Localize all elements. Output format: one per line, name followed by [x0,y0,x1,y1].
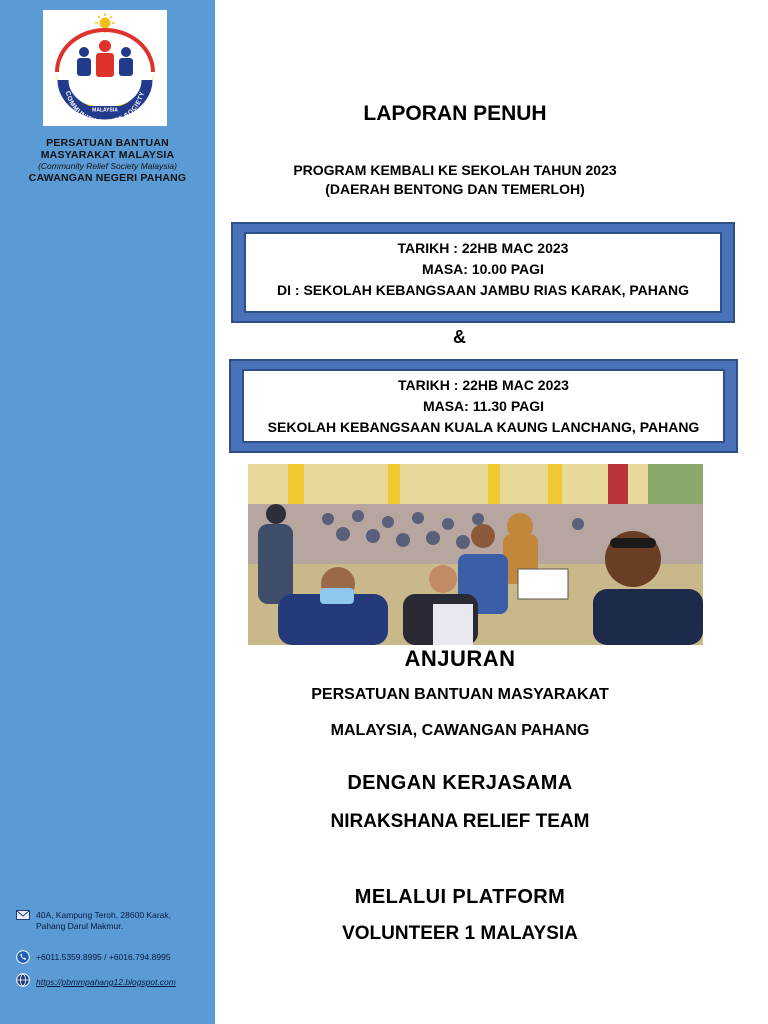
platform-heading: MELALUI PLATFORM [354,886,566,908]
people-icon [77,40,133,77]
event-box-2 [229,359,738,453]
address-line1: 40A, Kampung Teroh, 28600 Karak, [36,910,171,920]
ampersand: & [453,327,466,347]
event-1-venue: DI : SEKOLAH KEBANGSAAN JAMBU RIAS KARAK, PAHANG [277,282,689,298]
globe-icon [16,973,30,990]
event-2-venue: SEKOLAH KEBANGSAAN KUALA KAUNG LANCHANG, PAHANG [267,419,700,435]
organization-name [0,137,215,184]
collaboration-partner: NIRAKSHANA RELIEF TEAM [330,811,590,832]
organizer-line1: PERSATUAN BANTUAN MASYARAKAT [311,686,609,703]
event-photo [248,464,703,645]
address [16,910,171,932]
website [16,973,176,988]
event-1-date: TARIKH : 22HB MAC 2023 [397,240,569,256]
org-name-line1: PERSATUAN BANTUAN [46,137,169,149]
event-1-time: MASA: 10.00 PAGI [422,261,544,277]
phone-numbers: +6011.5359.8995 / +6016.794.8995 [36,952,171,962]
svg-text:COMMUNITY RELIEF SOCIETY: COMMUNITY RELIEF SOCIETY [63,90,147,126]
event-2-date: TARIKH : 22HB MAC 2023 [398,377,569,393]
event-box-1 [231,222,735,323]
address-line2: Pahang Darul Makmur. [36,921,123,931]
program-title: PROGRAM KEMBALI KE SEKOLAH TAHUN 2023 [293,162,617,178]
organizer-line2: MALAYSIA, CAWANGAN PAHANG [330,722,590,739]
svg-text:MALAYSIA: MALAYSIA [92,107,118,114]
org-branch: CAWANGAN NEGERI PAHANG [28,172,187,184]
society-logo-icon [43,10,167,126]
collaboration-heading: DENGAN KERJASAMA [347,772,573,794]
event-2-time: MASA: 11.30 PAGI [422,398,545,414]
phone [16,950,171,963]
program-districts: (DAERAH BENTONG DAN TEMERLOH) [325,181,585,197]
platform-name: VOLUNTEER 1 MALAYSIA [342,923,578,944]
website-link[interactable]: https://pbmmpahang12.blogspot.com [36,977,176,987]
org-english-name: (Community Relief Society Malaysia) [38,161,177,171]
organizer-heading: ANJURAN [404,646,516,671]
org-name-line2: MASYARAKAT MALAYSIA [40,149,175,161]
report-title: LAPORAN PENUH [363,102,547,125]
phone-icon [16,950,30,967]
envelope-icon [16,910,30,923]
sidebar [0,0,215,1024]
society-logo [43,10,167,126]
